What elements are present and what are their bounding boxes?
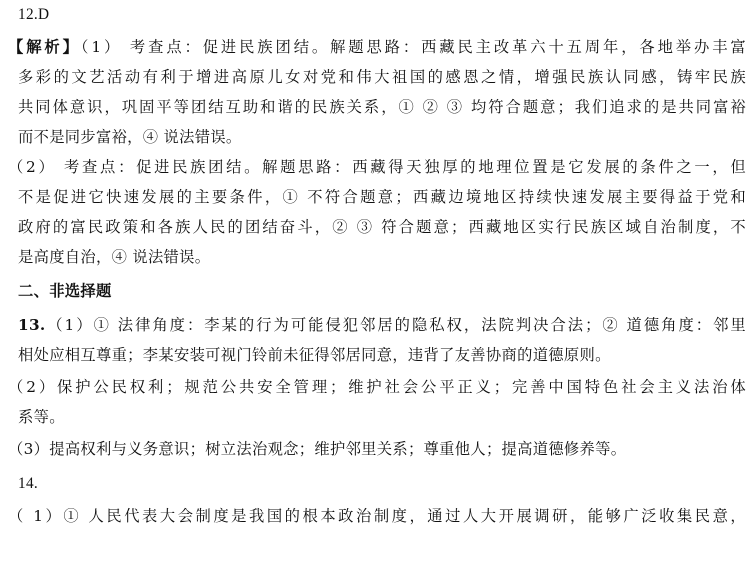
- q12-analysis-line-1: [0, 35, 746, 59]
- q14-line-1: （ 1）① 人民代表大会制度是我国的根本政治制度，通过人大开展调研，能够广泛收集民意，: [8, 507, 746, 525]
- q13-line-1: [0, 313, 746, 337]
- section-title: 二、非选择题: [18, 282, 112, 300]
- q13-line-1-text: （1）① 法律角度：李某的行为可能侵犯邻居的隐私权，法院判决合法；② 道德角度：邻里: [45, 316, 746, 334]
- q12-p2-line-2: 不是促进它快速发展的主要条件，① 不符合题意；西藏边境地区持续快速发展主要得益于党和: [18, 188, 746, 206]
- analysis-tag: 【解析】: [8, 38, 81, 56]
- q12-p2-line-4: 是高度自治，④ 说法错误。: [18, 248, 211, 266]
- q13-line-4: 系等。: [18, 408, 65, 426]
- q12-p1-line-4: 而不是同步富裕，④ 说法错误。: [18, 128, 242, 146]
- q13-line-5: （3）提高权利与义务意识；树立法治观念；维护邻里关系；尊重他人；提高道德修养等。: [8, 440, 627, 458]
- q12-p2-line-1: （2） 考查点：促进民族团结。解题思路：西藏得天独厚的地理位置是它发展的条件之一，但: [8, 158, 746, 176]
- q13-number: 13.: [18, 316, 46, 334]
- q12-p1-line-2: 多彩的文艺活动有利于增进高原儿女对党和伟大祖国的感恩之情，增强民族认同感，铸牢民族: [18, 68, 746, 86]
- q14-number: 14.: [18, 475, 39, 492]
- q13-line-2: 相处应相互尊重；李某安装可视门铃前未征得邻居同意，违背了友善协商的道德原则。: [18, 346, 611, 364]
- q12-p1-line-1: （1） 考查点：促进民族团结。解题思路：西藏民主改革六十五周年，各地举办丰富: [80, 38, 746, 56]
- q12-header: 12.D: [18, 6, 50, 23]
- q12-p2-line-3: 政府的富民政策和各族人民的团结奋斗，② ③ 符合题意；西藏地区实行民族区域自治制度，不: [18, 218, 746, 236]
- q13-line-3: （2）保护公民权利；规范公共安全管理；维护社会公平正义；完善中国特色社会主义法治体: [8, 378, 746, 396]
- q12-p1-line-3: 共同体意识，巩固平等团结互助和谐的民族关系，① ② ③ 均符合题意；我们追求的是共同富裕: [18, 98, 746, 116]
